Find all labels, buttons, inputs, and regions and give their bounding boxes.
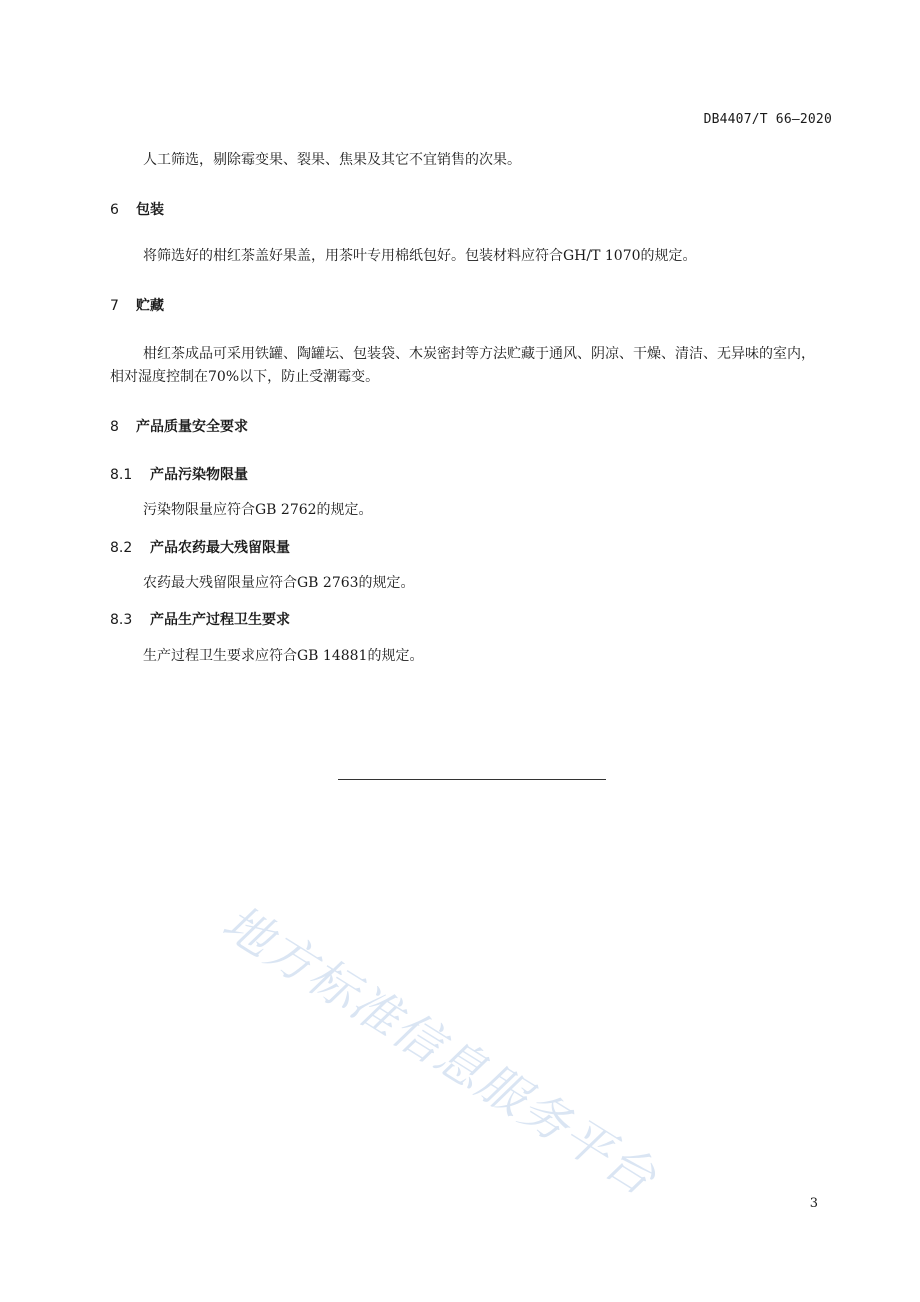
end-of-document-rule: [338, 779, 606, 780]
section-number: 8.1: [110, 467, 133, 483]
section-title: 产品质量安全要求: [136, 419, 248, 435]
section-8-3-heading: [110, 609, 290, 629]
section-number: 8: [110, 419, 119, 435]
section-title: 贮藏: [136, 298, 164, 314]
section-title: 产品污染物限量: [150, 467, 248, 483]
page-number: 3: [809, 1196, 818, 1211]
section-number: 8.3: [110, 612, 133, 628]
section-8-2-text: 农药最大残留限量应符合GB 2763的规定。: [143, 575, 415, 591]
section-8-heading: [110, 416, 248, 436]
section-7-text: 柑红茶成品可采用铁罐、陶罐坛、包装袋、木炭密封等方法贮藏于通风、阴凉、干燥、清洁、无异味的室内，相对湿度控制在70%以下，防止受潮霉变。: [110, 346, 815, 385]
section-number: 8.2: [110, 540, 133, 556]
section-6-heading: [110, 199, 164, 219]
section-7-heading: [110, 295, 164, 315]
section-number: 6: [110, 202, 119, 218]
section-title: 产品生产过程卫生要求: [150, 612, 290, 628]
document-code: DB4407/T 66—2020: [703, 112, 832, 127]
section-title: 产品农药最大残留限量: [150, 540, 290, 556]
section-8-1-text: 污染物限量应符合GB 2762的规定。: [143, 502, 373, 518]
paragraph-screening: 人工筛选，剔除霉变果、裂果、焦果及其它不宜销售的次果。: [143, 152, 521, 168]
section-8-2-heading: [110, 537, 290, 557]
section-8-1-heading: [110, 464, 248, 484]
section-number: 7: [110, 298, 119, 314]
section-8-3-text: 生产过程卫生要求应符合GB 14881的规定。: [143, 648, 424, 664]
section-6-text: 将筛选好的柑红茶盖好果盖，用茶叶专用棉纸包好。包装材料应符合GH/T 1070的规定。: [143, 248, 697, 264]
section-title: 包装: [136, 202, 164, 218]
watermark: 地方标准信息服务平台: [212, 894, 667, 1208]
